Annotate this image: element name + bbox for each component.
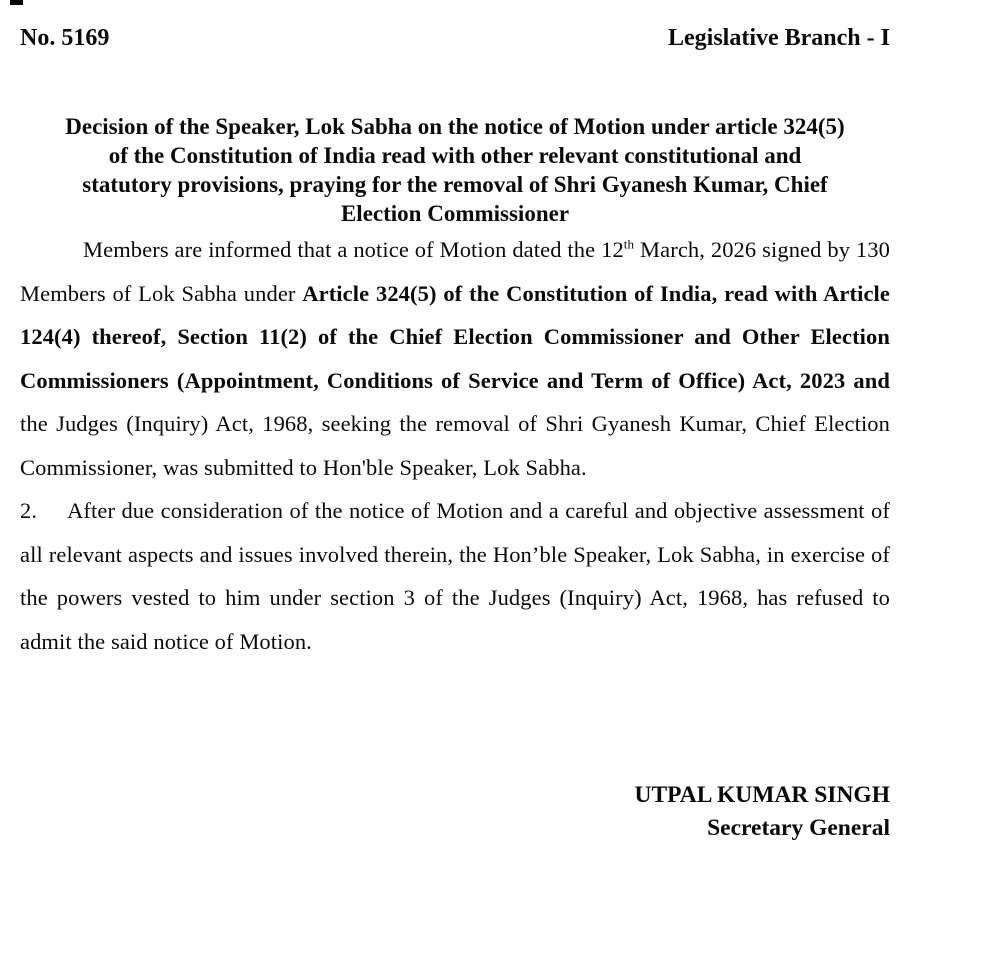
paragraph-notice xyxy=(20,228,890,489)
doc-number: No. 5169 xyxy=(20,25,110,51)
paragraph-decision xyxy=(20,489,890,663)
signatory-designation: Secretary General xyxy=(707,815,890,841)
document-title xyxy=(20,112,890,228)
para1-tail: the Judges (Inquiry) Act, 1968, seeking the removal of Shri Gyanesh Kumar, Chief Election Commissioner, was submitted to Hon'ble Speaker, Lok Sabha. xyxy=(20,411,890,480)
branch-label: Legislative Branch - I xyxy=(668,25,890,51)
signature-block xyxy=(20,779,890,845)
ordinal-suffix: th xyxy=(623,236,635,252)
scan-artifact-mark xyxy=(10,0,23,5)
para2-number: 2. xyxy=(20,498,38,523)
signatory-name: UTPAL KUMAR SINGH xyxy=(634,782,890,808)
para1-bold-citation: Article 324(5) of the Constitution of India, read with Article 124(4) thereof, Section 11(2) of the Chief Election Commissioner and Other Election Commissioners (Appointment, Conditions of Service and Term of Office) Act, 2023 and xyxy=(20,280,890,393)
title-line-1: Decision of the Speaker, Lok Sabha on the notice of Motion under article 324(5) xyxy=(65,114,845,139)
para2-text: After due consideration of the notice of Motion and a careful and objective assessment of all relevant aspects and issues involved therein, the Hon’ble Speaker, Lok Sabha, in exercise of the powers vested to him under section 3 of the Judges (Inquiry) Act, 1968, has refused to admit the said notice of Motion. xyxy=(20,498,890,654)
title-line-2: of the Constitution of India read with other relevant constitutional and xyxy=(108,143,802,168)
para1-after-date: March, 2026 signed by 130 Members of Lok Sabha under xyxy=(20,237,890,306)
document-header xyxy=(20,26,890,50)
para1-lead: Members are informed that a notice of Motion dated the 12 xyxy=(83,237,624,262)
title-line-4: Election Commissioner xyxy=(340,201,570,226)
title-line-3: statutory provisions, praying for the removal of Shri Gyanesh Kumar, Chief xyxy=(82,172,828,197)
